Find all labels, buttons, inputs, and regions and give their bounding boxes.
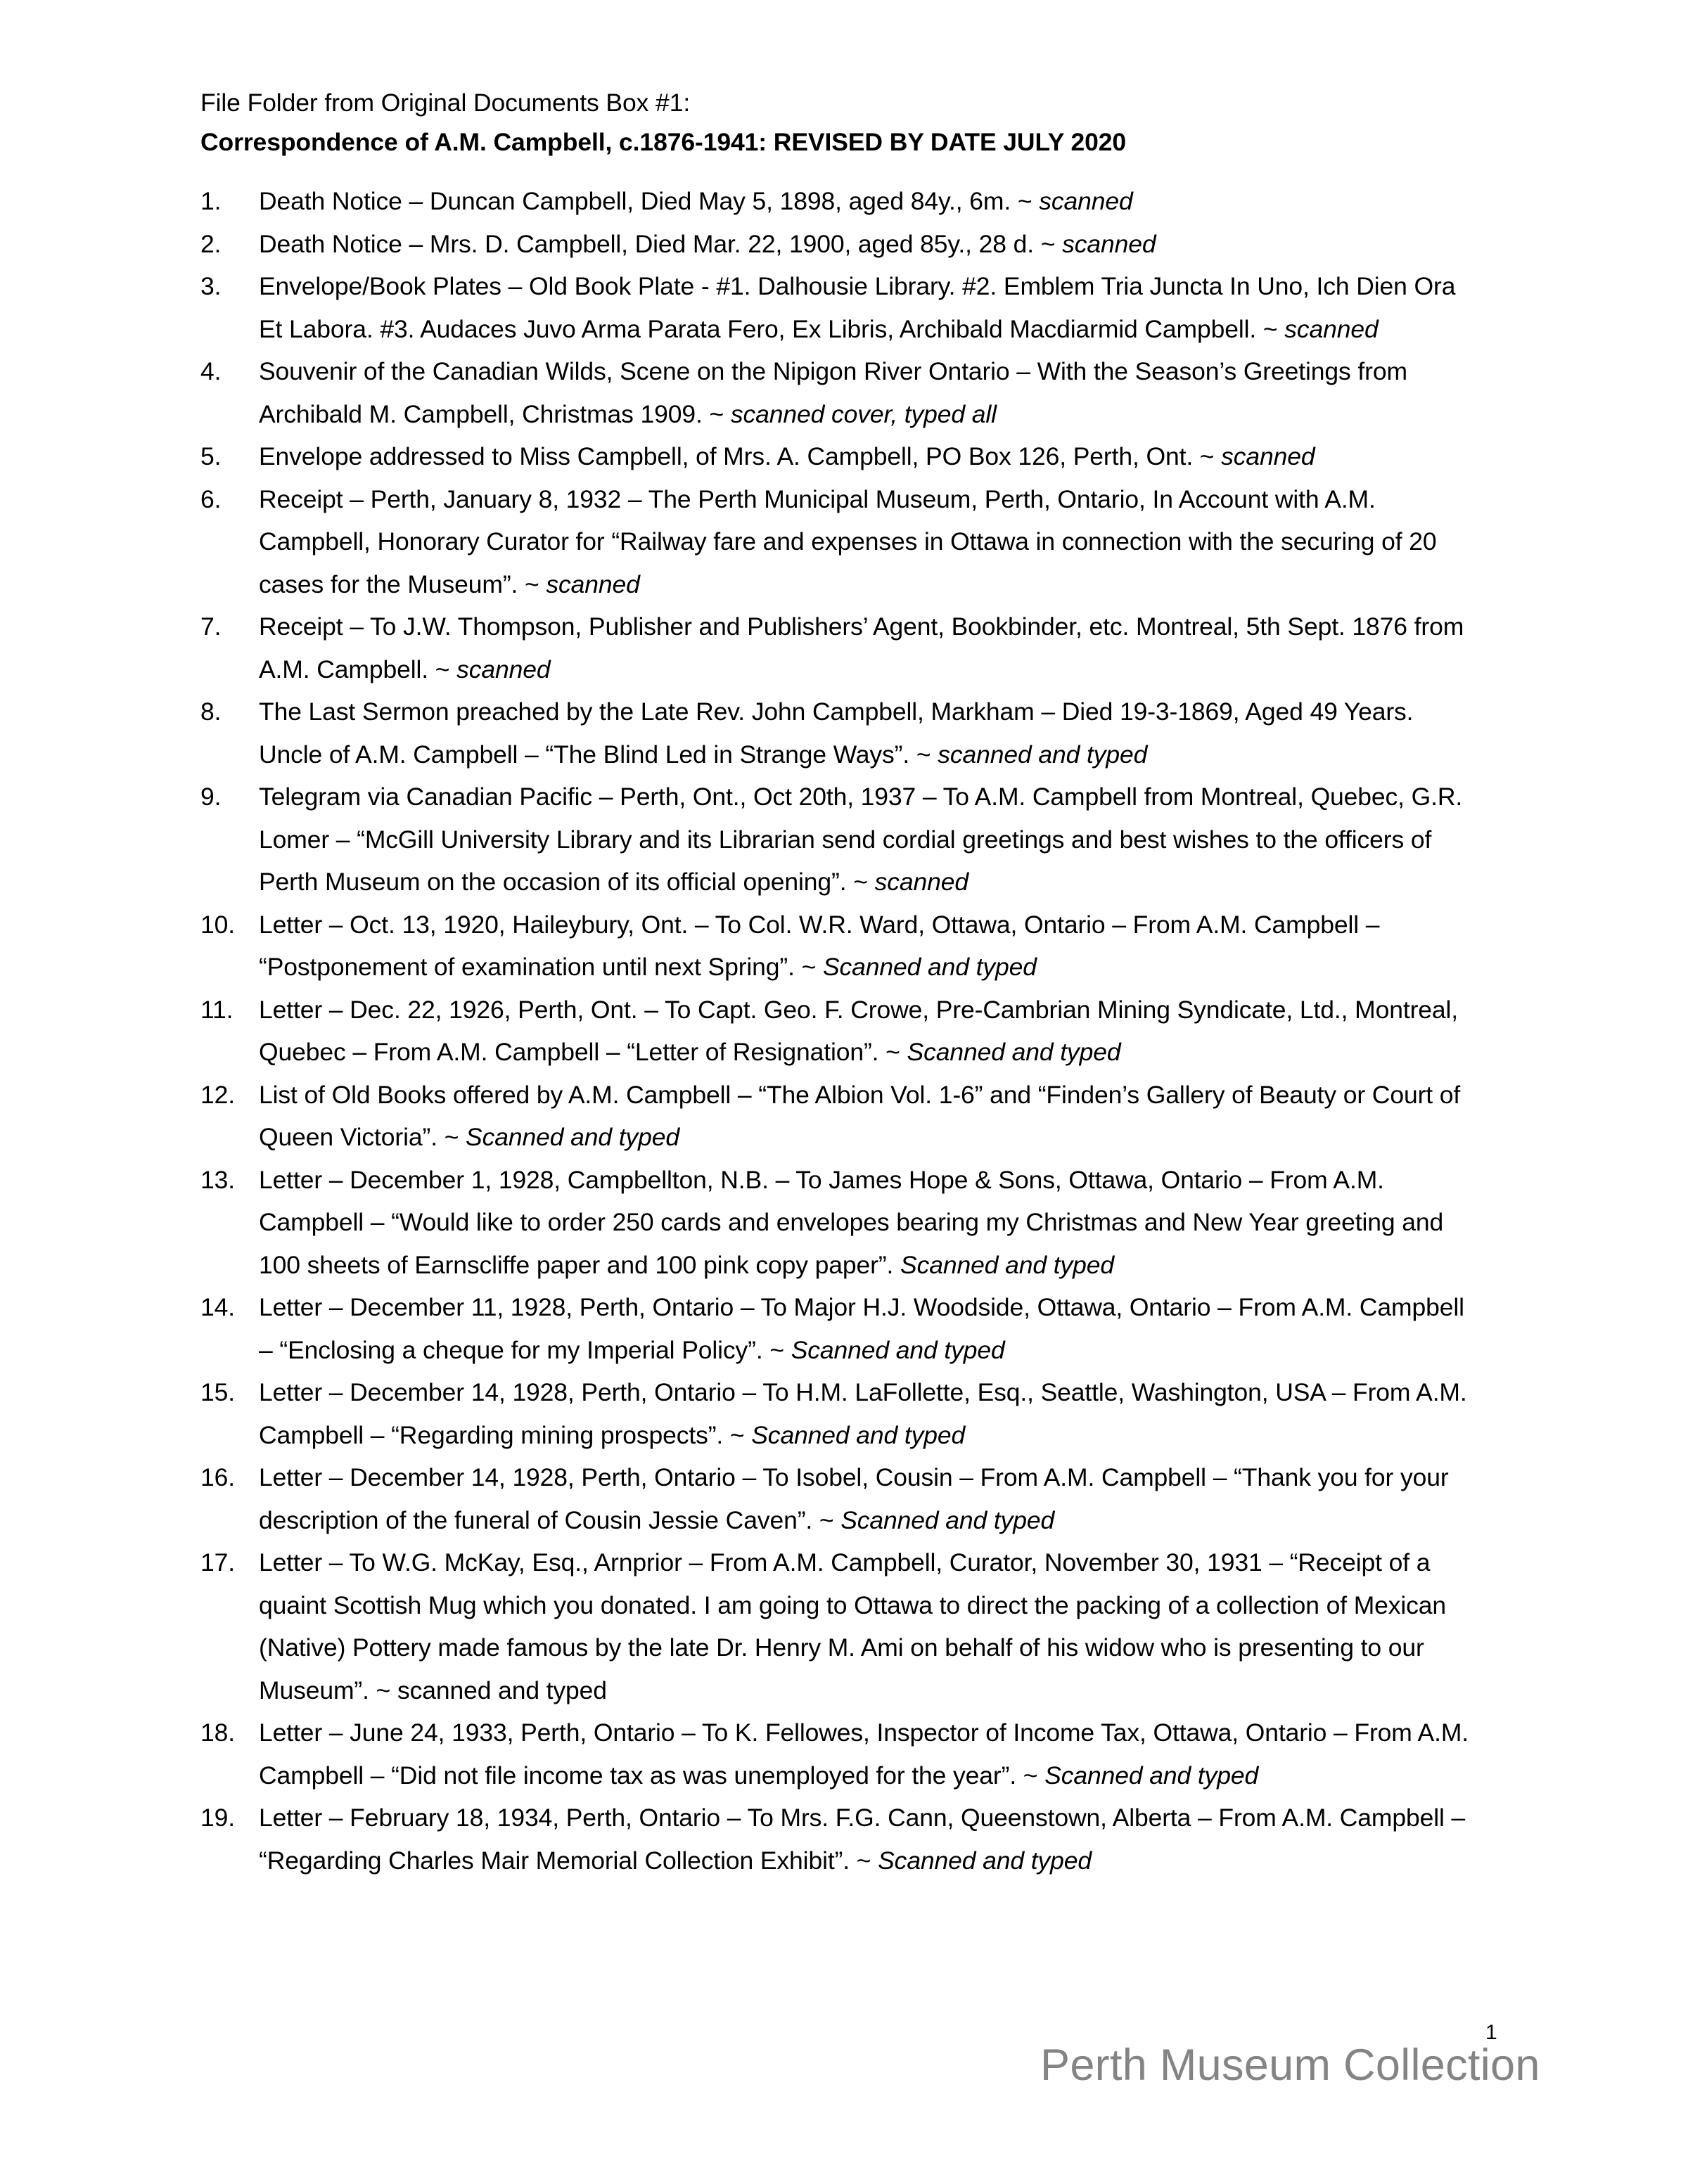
- list-item-status-note: Scanned and typed: [840, 1505, 1055, 1534]
- list-item-number: 13.: [200, 1165, 235, 1194]
- list-item: [200, 265, 1473, 350]
- list-item-description: Letter – Dec. 22, 1926, Perth, Ont. – To Capt. Geo. F. Crowe, Pre-Cambrian Mining Syndicate, Ltd., Montreal, Quebec – From A.M. Campbell – “Letter of Resignation”. ~: [259, 995, 1459, 1066]
- list-item-text: [259, 1286, 1473, 1371]
- list-item-description: Letter – Oct. 13, 1920, Haileybury, Ont. – To Col. W.R. Ward, Ottawa, Ontario – From A.M. Campbell – “Postponement of examination until next Spring”. ~: [259, 910, 1380, 981]
- list-item-status-note: Scanned and typed: [878, 1846, 1092, 1875]
- list-item-number: 12.: [200, 1080, 235, 1109]
- list-item-description: Letter – February 18, 1934, Perth, Ontario – To Mrs. F.G. Cann, Queenstown, Alberta – From A.M. Campbell – “Regarding Charles Mair Memorial Collection Exhibit”. ~: [259, 1804, 1466, 1875]
- list-item-description: Death Notice – Mrs. D. Campbell, Died Mar. 22, 1900, aged 85y., 28 d. ~: [259, 229, 1063, 258]
- list-item-text: [259, 904, 1473, 989]
- list-item: [200, 1159, 1473, 1287]
- list-item: [200, 690, 1473, 776]
- list-item: [200, 180, 1473, 223]
- list-item-number: 6.: [200, 484, 222, 513]
- list-item-text: [259, 1371, 1473, 1456]
- list-item-status-note: scanned: [546, 570, 640, 598]
- list-item-text: [259, 989, 1473, 1074]
- list-item-status-note: scanned: [1221, 442, 1315, 470]
- list-item-text: [259, 776, 1473, 904]
- list-item-status-note: scanned: [1039, 187, 1133, 215]
- list-item-description: Letter – June 24, 1933, Perth, Ontario – To K. Fellowes, Inspector of Income Tax, Ottawa, Ontario – From A.M. Campbell – “Did not file income tax as was unemployed for the year”. ~: [259, 1719, 1469, 1790]
- list-item-description: List of Old Books offered by A.M. Campbell – “The Albion Vol. 1-6” and “Finden’s Gallery of Beauty or Court of Queen Victoria”. ~: [259, 1080, 1461, 1151]
- list-item-status-note: Scanned and typed: [1044, 1761, 1259, 1790]
- list-item: [200, 1797, 1473, 1882]
- list-item-status-note: Scanned and typed: [900, 1250, 1114, 1279]
- list-item: [200, 478, 1473, 606]
- list-item-text: [259, 478, 1473, 606]
- watermark-perth-museum-collection: Perth Museum Collection: [1040, 2041, 1540, 2090]
- list-item-status-note: scanned and typed: [938, 740, 1148, 769]
- list-item-number: 7.: [200, 612, 222, 641]
- list-item-description: Souvenir of the Canadian Wilds, Scene on the Nipigon River Ontario – With the Season’s Greetings from Archibald M. Campbell, Christmas 1909. ~: [259, 357, 1407, 428]
- list-item-number: 3.: [200, 272, 222, 300]
- list-item-text: [259, 223, 1473, 266]
- list-item-text: [259, 265, 1473, 350]
- list-item-status-note: Scanned and typed: [822, 953, 1037, 981]
- list-item-description: Telegram via Canadian Pacific – Perth, Ont., Oct 20th, 1937 – To A.M. Campbell from Montreal, Quebec, G.R. Lomer – “McGill University Library and its Librarian send cordial greetings and best wishes to the officers of Perth Museum on the occasion of its official opening”. ~: [259, 783, 1463, 896]
- list-item: [200, 1456, 1473, 1541]
- list-item-text: [259, 1711, 1473, 1797]
- list-item-text: [259, 1541, 1473, 1711]
- page-number: 1: [1485, 2021, 1497, 2044]
- list-item: [200, 904, 1473, 989]
- list-item: [200, 223, 1473, 266]
- list-item-description: The Last Sermon preached by the Late Rev. John Campbell, Markham – Died 19-3-1869, Aged 49 Years. Uncle of A.M. Campbell – “The Blind Led in Strange Ways”. ~: [259, 698, 1414, 769]
- list-item-text: [259, 1456, 1473, 1541]
- list-item: [200, 1541, 1473, 1711]
- list-item-description: Envelope/Book Plates – Old Book Plate - #1. Dalhousie Library. #2. Emblem Tria Juncta In Uno, Ich Dien Ora Et Labora. #3. Audaces Juvo Arma Parata Fero, Ex Libris, Archibald Macdiarmid Campbell. ~: [259, 272, 1456, 343]
- list-item-number: 8.: [200, 698, 222, 726]
- list-item-number: 9.: [200, 783, 222, 811]
- list-item-status-note: Scanned and typed: [907, 1038, 1121, 1066]
- document-header: [200, 83, 1473, 162]
- list-item: [200, 1286, 1473, 1371]
- list-item-description: Letter – December 11, 1928, Perth, Ontario – To Major H.J. Woodside, Ottawa, Ontario – From A.M. Campbell – “Enclosing a cheque for my Imperial Policy”. ~: [259, 1293, 1464, 1364]
- list-item: [200, 605, 1473, 690]
- list-item-number: 10.: [200, 910, 235, 939]
- list-item-status-note: Scanned and typed: [791, 1335, 1005, 1364]
- list-item-number: 19.: [200, 1804, 235, 1832]
- list-item: [200, 989, 1473, 1074]
- list-item-text: [259, 1074, 1473, 1159]
- list-item-status-note: Scanned and typed: [751, 1420, 966, 1449]
- list-item-text: [259, 1797, 1473, 1882]
- list-item: [200, 1371, 1473, 1456]
- list-item-description: Letter – To W.G. McKay, Esq., Arnprior – From A.M. Campbell, Curator, November 30, 1931 – “Receipt of a quaint Scottish Mug which you donated. I am going to Ottawa to direct the packing of a collection of Mexican (Native) Pottery made famous by the late Dr. Henry M. Ami on behalf of his widow who is presenting to our Museum”. ~ scanned and typed: [259, 1548, 1447, 1704]
- list-item-number: 15.: [200, 1378, 235, 1406]
- list-item-text: [259, 690, 1473, 776]
- list-item-text: [259, 435, 1473, 478]
- list-item-description: Letter – December 14, 1928, Perth, Ontario – To Isobel, Cousin – From A.M. Campbell – “Thank you for your description of the funeral of Cousin Jessie Caven”. ~: [259, 1463, 1449, 1534]
- list-item-description: Receipt – To J.W. Thompson, Publisher and Publishers’ Agent, Bookbinder, etc. Montreal, 5th Sept. 1876 from A.M. Campbell. ~: [259, 612, 1464, 683]
- document-content: [200, 83, 1473, 1882]
- list-item-text: [259, 605, 1473, 690]
- list-item-text: [259, 350, 1473, 435]
- list-item-number: 14.: [200, 1293, 235, 1321]
- list-item: [200, 776, 1473, 904]
- list-item-number: 18.: [200, 1719, 235, 1747]
- header-line-1: File Folder from Original Documents Box #1:: [200, 89, 691, 117]
- list-item-status-note: Scanned and typed: [466, 1123, 679, 1151]
- list-item-number: 11.: [200, 995, 234, 1024]
- list-item-description: Letter – December 1, 1928, Campbellton, N.B. – To James Hope & Sons, Ottawa, Ontario – From A.M. Campbell – “Would like to order 250 cards and envelopes bearing my Christmas and New Year greeting and 100 sheets of Earnscliffe paper and 100 pink copy paper”.: [259, 1165, 1444, 1279]
- list-item-status-note: scanned cover, typed all: [730, 399, 997, 428]
- list-item-status-note: scanned: [1062, 229, 1156, 258]
- list-item-number: 4.: [200, 357, 222, 385]
- list-item-number: 2.: [200, 229, 222, 258]
- correspondence-list: [200, 180, 1473, 1882]
- list-item-description: Death Notice – Duncan Campbell, Died May 5, 1898, aged 84y., 6m. ~: [259, 187, 1040, 215]
- list-item-number: 17.: [200, 1548, 235, 1576]
- list-item-status-note: scanned: [456, 655, 551, 683]
- list-item-description: Envelope addressed to Miss Campbell, of Mrs. A. Campbell, PO Box 126, Perth, Ont. ~: [259, 442, 1222, 470]
- list-item-description: Receipt – Perth, January 8, 1932 – The Perth Municipal Museum, Perth, Ontario, In Account with A.M. Campbell, Honorary Curator for “Railway fare and expenses in Ottawa in connection with the securing of 20 cases for the Museum”. ~: [259, 484, 1437, 598]
- list-item-status-note: scanned: [1284, 314, 1379, 343]
- list-item-number: 5.: [200, 442, 222, 470]
- list-item: [200, 350, 1473, 435]
- list-item-status-note: scanned: [874, 868, 968, 896]
- list-item: [200, 1711, 1473, 1797]
- list-item: [200, 1074, 1473, 1159]
- list-item-number: 1.: [200, 187, 222, 215]
- list-item-description: Letter – December 14, 1928, Perth, Ontario – To H.M. LaFollette, Esq., Seattle, Washington, USA – From A.M. Campbell – “Regarding mining prospects”. ~: [259, 1378, 1467, 1449]
- list-item: [200, 435, 1473, 478]
- list-item-text: [259, 180, 1473, 223]
- list-item-number: 16.: [200, 1463, 235, 1491]
- list-item-text: [259, 1159, 1473, 1287]
- header-line-2: Correspondence of A.M. Campbell, c.1876-1941: REVISED BY DATE JULY 2020: [200, 128, 1127, 156]
